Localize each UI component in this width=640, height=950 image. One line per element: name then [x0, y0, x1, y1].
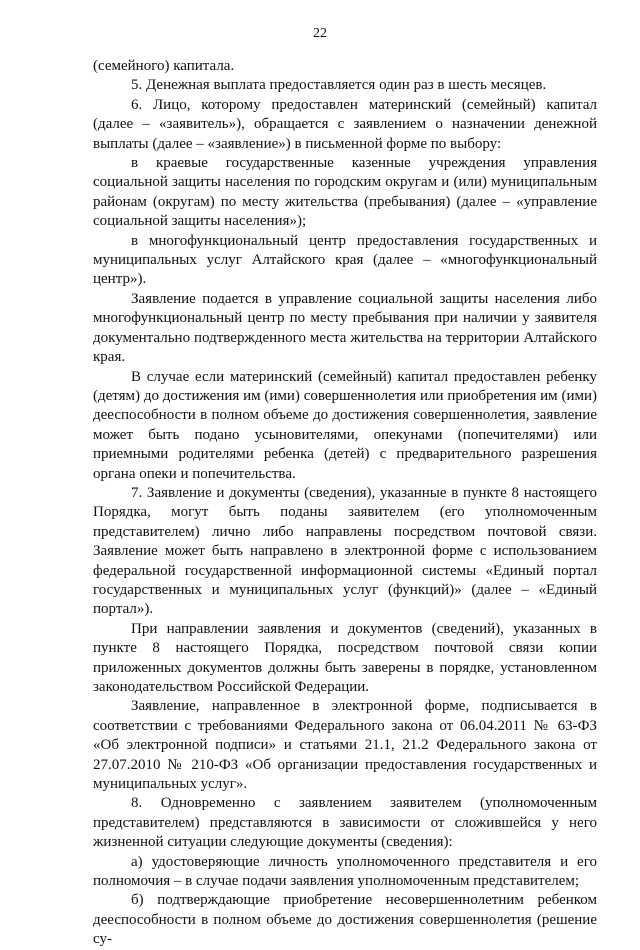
paragraph-subitem-b: б) подтверждающие приобретение несовершеннолетним ребенком дееспособности в полном объеме до достижения совершеннолетия (решение су- — [93, 892, 597, 948]
document-body — [93, 57, 597, 950]
paragraph-item-5: 5. Денежная выплата предоставляется один раз в шесть месяцев. — [131, 77, 547, 94]
paragraph-social-protection-option: в краевые государственные казенные учреждения управления социальной защиты населения по городским округам и (или) муниципальным районам (округам) по месту жительства (пребывания) (далее – «управление социальной защиты населения»); — [93, 155, 597, 230]
paragraph-mfc-option: в многофункциональный центр предоставления государственных и муниципальных услуг Алтайского края (далее – «многофункциональный центр»). — [93, 232, 597, 288]
paragraph-item-6: 6. Лицо, которому предоставлен материнский (семейный) капитал (далее – «заявитель»), обращается с заявлением о назначении денежной выплаты (далее – «заявление») в письменной форме по выбору: — [93, 96, 597, 152]
paragraph-guardians: В случае если материнский (семейный) капитал предоставлен ребенку (детям) до достижения им (ими) совершеннолетия или приобретения им (ими) дееспособности в полном объеме до достижения совершеннолетия, заявление может быть подано усыновителями, опекунами (попечителями) или приемными родителями ребенка (детей) с предварительного разрешения органа опеки и попечительства. — [93, 368, 597, 482]
paragraph-item-8: 8. Одновременно с заявлением заявителем (уполномоченным представителем) представляются в зависимости от сложившейся у него жизненной ситуации следующие документы (сведения): — [93, 795, 597, 851]
paragraph-item-7: 7. Заявление и документы (сведения), указанные в пункте 8 настоящего Порядка, могут быть поданы заявителем (его уполномоченным представителем) лично либо направлены посредством почтовой связи. Заявление может быть направлено в электронной форме с использованием федеральной государственной информационной системы «Единый портал государственных и муниципальных услуг (функций)» (далее – «Единый портал»). — [93, 484, 597, 618]
paragraph-submission-place: Заявление подается в управление социальной защиты населения либо многофункциональный центр по месту пребывания при наличии у заявителя документально подтвержденного места жительства на территории Алтайского края. — [93, 290, 597, 366]
paragraph-capital-continuation: (семейного) капитала. — [93, 58, 235, 74]
page-number: 22 — [313, 26, 327, 41]
paragraph-electronic-signature: Заявление, направленное в электронной форме, подписывается в соответствии с требованиями Федерального закона от 06.04.2011 № 63-ФЗ «Об электронной подписи» и статьями 21.1, 21.2 Федерального закона от 27.07.2010 № 210-ФЗ «Об организации предоставления государственных и муниципальных услуг». — [93, 698, 597, 793]
paragraph-postal-copies: При направлении заявления и документов (сведений), указанных в пункте 8 настоящего Порядка, посредством почтовой связи копии приложенных документов должны быть заверены в порядке, установленном законодательством Российской Федерации. — [93, 620, 597, 695]
paragraph-subitem-a: а) удостоверяющие личность уполномоченного представителя и его полномочия – в случае подачи заявления уполномоченным представителем; — [93, 853, 597, 890]
